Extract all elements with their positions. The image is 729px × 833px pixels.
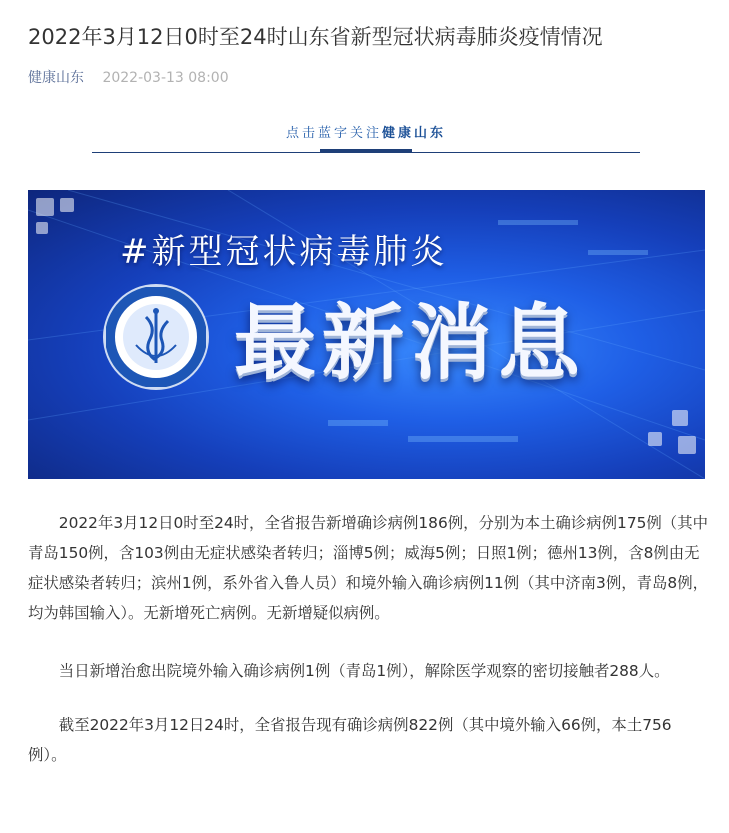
paragraph-recoveries: 当日新增治愈出院境外输入确诊病例1例（青岛1例），解除医学观察的密切接触者288人。 xyxy=(58,662,670,680)
article-meta xyxy=(28,68,229,88)
banner-hashtag: #新型冠状病毒肺炎 xyxy=(120,232,448,272)
follow-brand: 健康山东 xyxy=(382,126,447,141)
follow-text xyxy=(92,122,640,141)
paragraph-new-cases: 2022年3月12日0时至24时，全省报告新增确诊病例186例，分别为本土确诊病例175例（其中青岛150例，含103例由无症状感染者转归；淄博5例；威海5例；日照1例；德州13例，含8例由无症状感染者转归；滨州1例，系外省入鲁人员）和境外输入确诊病例11例（其中济南3例，青岛8例，均为韩国输入）。无新增死亡病例。无新增疑似病例。 xyxy=(28,514,708,622)
paragraph-current-cases: 截至2022年3月12日24时，全省报告现有确诊病例822例（其中境外输入66例，本土756例）。 xyxy=(28,716,672,764)
health-commission-logo xyxy=(106,287,206,387)
follow-prefix: 点击蓝字关注 xyxy=(285,126,382,141)
news-banner-image xyxy=(28,190,705,479)
banner-headline: 最新消息 xyxy=(234,296,587,391)
article-body xyxy=(28,508,710,770)
article-title: 2022年3月12日0时至24时山东省新型冠状病毒肺炎疫情情况 xyxy=(28,25,603,49)
divider-accent xyxy=(320,149,412,153)
account-name-link[interactable]: 健康山东 xyxy=(28,70,84,86)
follow-prompt[interactable] xyxy=(92,120,640,154)
publish-date: 2022-03-13 08:00 xyxy=(102,70,229,86)
